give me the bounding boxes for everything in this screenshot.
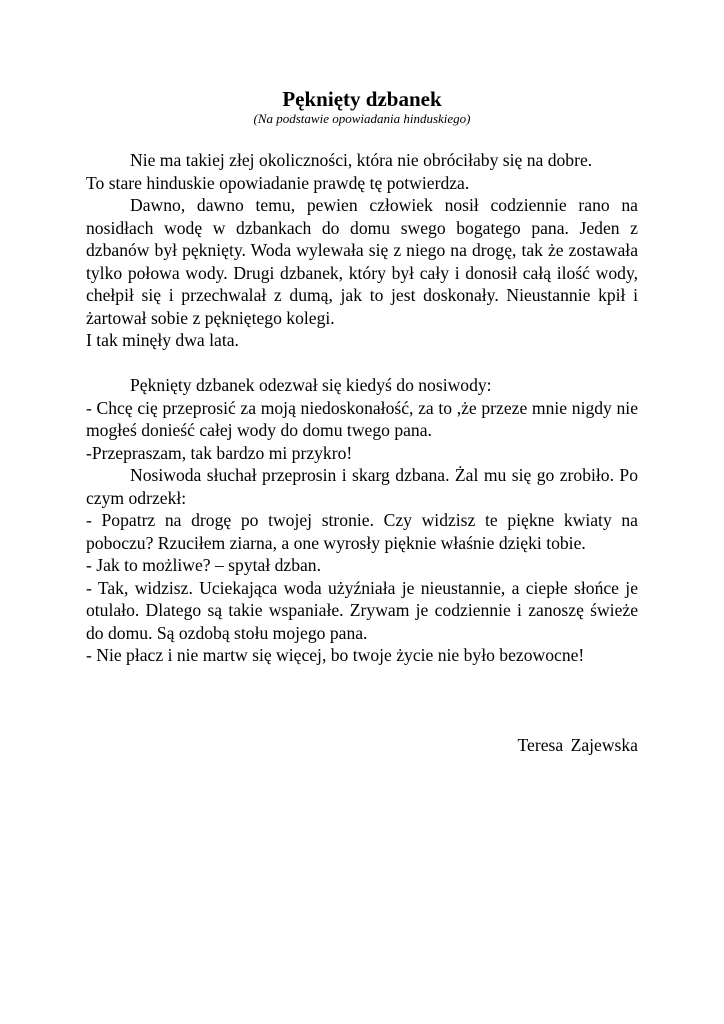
author-signature: Teresa Zajewska: [517, 735, 638, 755]
paragraph-sorry: -Przepraszam, tak bardzo mi przykro!: [86, 442, 353, 463]
paragraph-apology: - Chcę cię przeprosić za moją niedoskonałość, za to ,że przeze mnie nigdy nie mogłeś donieść całej wody do domu twego pana.: [86, 397, 638, 440]
paragraph-conclusion: - Nie płacz i nie martw się więcej, bo twoje życie nie było bezowocne!: [86, 645, 585, 665]
story-body: [86, 149, 638, 667]
paragraph-confirmation: To stare hinduskie opowiadanie prawdę tę potwierdza.: [86, 172, 470, 193]
paragraph-flowers: - Popatrz na drogę po twojej stronie. Czy widzisz te piękne kwiaty na poboczu? Rzuciłem ziarna, a one wyrosły pięknie właśnie dzięki tobie.: [86, 510, 638, 553]
blank-line: [86, 352, 638, 375]
paragraph-explanation: - Tak, widzisz. Uciekająca woda użyźniała je nieustannie, a ciepłe słońce je otulało. Dlatego są takie wspaniałe. Zrywam je codziennie i zanoszę świeże do domu. Są ozdobą stołu mojego pana.: [86, 577, 638, 643]
document-title: Pęknięty dzbanek: [282, 87, 442, 111]
paragraph-intro: Nie ma takiej złej okoliczności, która nie obróciłaby się na dobre.: [130, 150, 593, 170]
paragraph-two-years: I tak minęły dwa lata.: [86, 330, 239, 350]
paragraph-jug-speaks: Pęknięty dzbanek odezwał się kiedyś do nosiwody:: [130, 375, 492, 395]
document-subtitle: (Na podstawie opowiadania hinduskiego): [253, 111, 471, 126]
document-page: [86, 0, 638, 1024]
paragraph-carrier-listens: Nosiwoda słuchał przeprosin i skarg dzbana. Żal mu się go zrobiło. Po czym odrzekł:: [86, 465, 638, 508]
paragraph-story: Dawno, dawno temu, pewien człowiek nosił codziennie rano na nosidłach wodę w dzbankach do domu swego bogatego pana. Jeden z dzbanów był pęknięty. Woda wylewała się z niego na drogę, tak że zostawała tylko połowa wody. Drugi dzbanek, który był cały i donosił całą ilość wody, chełpił się i przechwalał z dumą, jak to jest doskonały. Nieustannie kpił i żartował sobie z pękniętego kolegi.: [86, 195, 638, 328]
paragraph-question: - Jak to możliwe? – spytał dzban.: [86, 555, 322, 575]
